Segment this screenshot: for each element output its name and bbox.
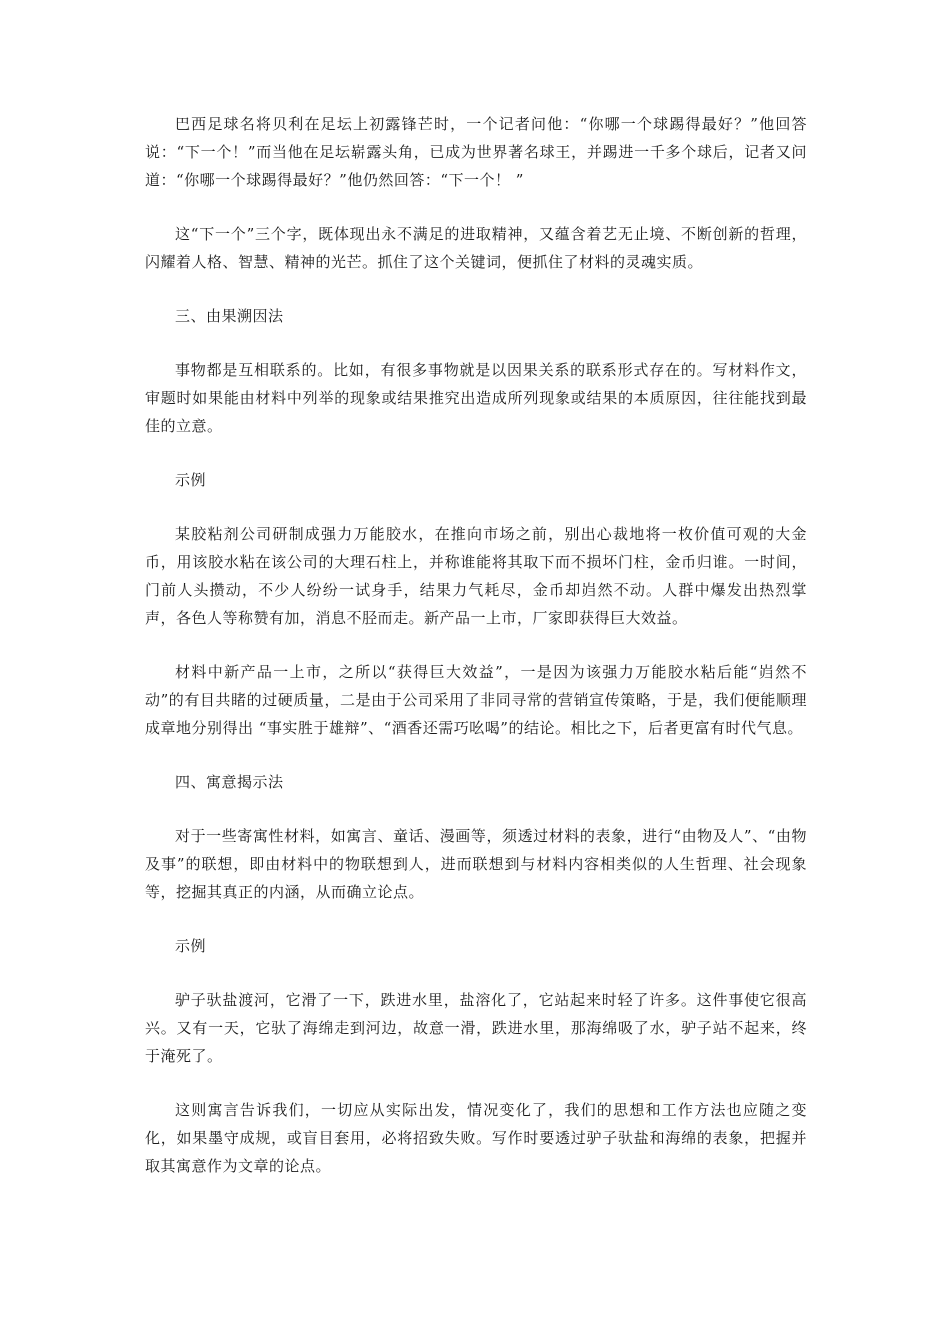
paragraph-moral-intro: 对于一些寄寓性材料，如寓言、童话、漫画等，须透过材料的表象，进行“由物及人”、“由物及事”的联想，即由材料中的物联想到人，进而联想到与材料内容相类似的人生哲理、社会现象等，挖掘其真正的内涵，从而确立论点。 <box>145 827 807 901</box>
paragraph-glue-analysis: 材料中新产品一上市，之所以“获得巨大效益”，一是因为该强力万能胶水粘后能“岿然不动”的有目共睹的过硬质量，二是由于公司采用了非同寻常的营销宣传策略，于是，我们便能顺理成章地分别得出 “事实胜于雄辩”、“酒香还需巧吆喝”的结论。相比之下，后者更富有时代气息。 <box>145 663 807 737</box>
example-label-1: 示例 <box>175 471 207 489</box>
paragraph-glue-story: 某胶粘剂公司研制成强力万能胶水，在推向市场之前，别出心裁地将一枚价值可观的大金币，用该胶水粘在该公司的大理石柱上，并称谁能将其取下而不损坏门柱，金币归谁。一时间，门前人头攒动，不少人纷纷一试身手，结果力气耗尽，金币却岿然不动。人群中爆发出热烈掌声，各色人等称赞有加，消息不胫而走。新产品一上市，厂家即获得巨大效益。 <box>145 525 807 627</box>
paragraph-donkey-analysis: 这则寓言告诉我们，一切应从实际出发，情况变化了，我们的思想和工作方法也应随之变化，如果墨守成规，或盲目套用，必将招致失败。写作时要透过驴子驮盐和海绵的表象，把握并取其寓意作为文章的论点。 <box>145 1101 807 1175</box>
paragraph-donkey-fable: 驴子驮盐渡河，它滑了一下，跌进水里，盐溶化了，它站起来时轻了许多。这件事使它很高兴。又有一天，它驮了海绵走到河边，故意一滑，跌进水里，那海绵吸了水，驴子站不起来，终于淹死了。 <box>145 991 807 1065</box>
section-heading-cause-from-effect: 三、由果溯因法 <box>175 307 284 325</box>
paragraph-next-one-analysis: 这“下一个”三个字，既体现出永不满足的进取精神，又蕴含着艺无止境、不断创新的哲理，闪耀着人格、智慧、精神的光芒。抓住了这个关键词，便抓住了材料的灵魂实质。 <box>145 225 807 271</box>
paragraph-pele-story: 巴西足球名将贝利在足坛上初露锋芒时，一个记者问他：“你哪一个球踢得最好？”他回答说：“下一个！”而当他在足坛崭露头角，已成为世界著名球王，并踢进一千多个球后，记者又问道：“你哪一个球踢得最好？”他仍然回答：“下一个！ ” <box>145 115 807 189</box>
document-page <box>145 110 807 1206</box>
section-heading-moral-reveal: 四、寓意揭示法 <box>175 773 284 791</box>
paragraph-cause-effect-intro: 事物都是互相联系的。比如，有很多事物就是以因果关系的联系形式存在的。写材料作文，审题时如果能由材料中列举的现象或结果推究出造成所列现象或结果的本质原因，往往能找到最佳的立意。 <box>145 361 807 435</box>
example-label-2: 示例 <box>175 937 207 955</box>
